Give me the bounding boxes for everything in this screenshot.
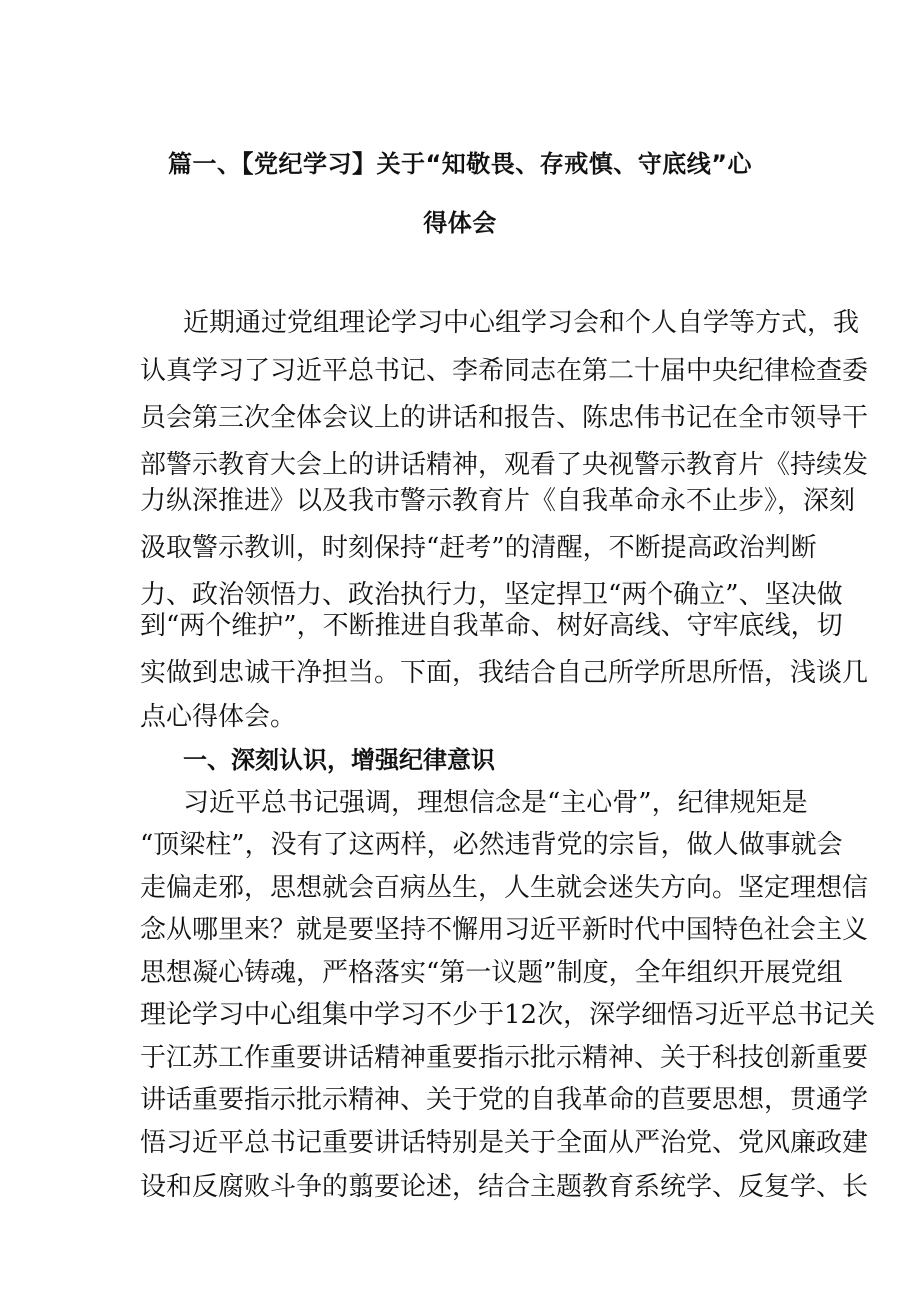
section-1-paragraph-line: “顶梁柱”，没有了这两样，必然违背党的宗旨，做人做事就会 [140,830,843,860]
intro-paragraph-line: 实做到忠诚干净担当。下面，我结合自己所学所思所悟，浅谈几 [140,658,869,688]
section-1-paragraph-line: 走偏走邪，思想就会百病丛生，人生就会迷失方向。坚定理想信 [140,873,869,903]
intro-paragraph-line: 员会第三次全体会议上的讲话和报告、陈忠伟书记在全市领导干 [140,403,869,433]
section-1-heading: 一、深刻认识，增强纪律意识 [183,746,495,774]
document-title-line-2: 得体会 [423,209,497,237]
intro-paragraph-line: 力、政治领悟力、政治执行力，坚定捍卫“两个确立”、坚决做 [140,580,843,610]
section-1-paragraph-line: 习近平总书记强调，理想信念是“主心骨”，纪律规矩是 [183,788,808,818]
intro-paragraph-line: 部警示教育大会上的讲话精神，观看了央视警示教育片《持续发 [140,450,869,480]
section-1-paragraph-line: 于江苏工作重要讲话精神重要指示批示精神、关于科技创新重要 [140,1043,869,1073]
intro-paragraph-line: 点心得体会。 [140,702,297,732]
section-1-paragraph-line: 悟习近平总书记重要讲话特别是关于全面从严治党、党风廉政建 [140,1128,869,1158]
section-1-paragraph-line: 念从哪里来？就是要坚持不懈用习近平新时代中国特色社会主义 [140,915,869,945]
intro-paragraph-line: 力纵深推进》以及我市警示教育片《自我革命永不止步》，深刻 [140,486,856,516]
document-title-line-1: 篇一、【党纪学习】关于“知敬畏、存戒慎、守底线”心 [167,150,753,178]
section-1-paragraph-line: 讲话重要指示批示精神、关于党的自我革命的苣要思想，贯通学 [140,1085,869,1115]
intro-paragraph-line: 汲取警示教训，时刻保持“赶考”的清醒，不断提高政治判断 [140,533,817,563]
intro-paragraph-line: 近期通过党组理论学习中心组学习会和个人自学等方式，我 [183,308,860,338]
section-1-paragraph-line: 思想凝心铸魂，严格落实“第一议题”制度，全年组织开展党组 [140,958,843,988]
intro-paragraph-line: 到“两个维护”，不断推进自我革命、树好高线、守牢底线，切 [140,611,843,641]
section-1-paragraph-line: 理论学习中心组集中学习不少于12次，深学细悟习近平总书记关 [140,1000,876,1030]
intro-paragraph-line: 认真学习了习近平总书记、李希同志在第二十届中央纪律检查委 [140,356,869,386]
section-1-paragraph-line: 设和反腐败斗争的翦要论述，结合主题教育系统学、反复学、长 [140,1172,869,1202]
